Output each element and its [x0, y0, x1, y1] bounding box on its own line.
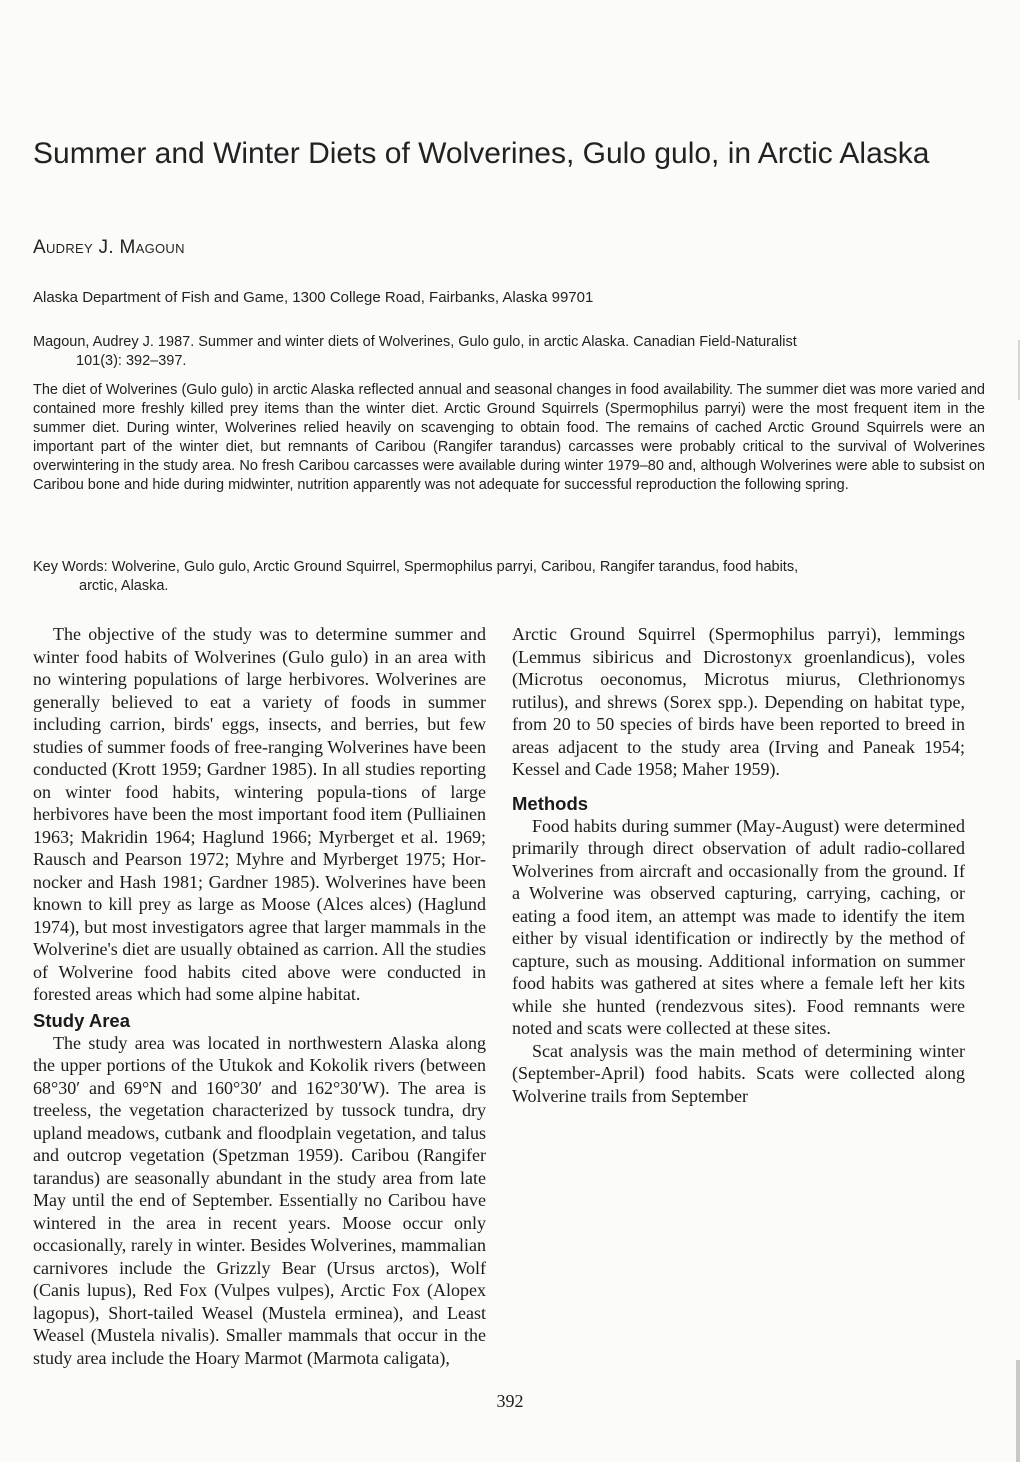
keywords: [33, 558, 985, 596]
study-area-paragraph-continued: Arctic Ground Squirrel (Spermophilus parryi), lemmings (Lemmus sibiricus and Dicrostonyx groenlandicus), voles (Microtus oeconomus, Microtus miurus, Clethrionomys rutilus), and shrews (Sorex spp.). Depending on habitat type, from 20 to 50 species of birds have been reported to breed in areas adjacent to the study area (Irving and Paneak 1954; Kessel and Cade 1958; Maher 1959).: [512, 624, 965, 779]
citation-line: 101(3): 392–397.: [76, 353, 187, 369]
page-edge-shadow: [1016, 1360, 1020, 1462]
citation: [33, 333, 985, 371]
author-affiliation: Alaska Department of Fish and Game, 1300 College Road, Fairbanks, Alaska 99701: [33, 289, 594, 306]
author-name: Audrey J. Magoun: [33, 237, 185, 258]
methods-paragraph: Food habits during summer (May-August) were determined primarily through direct observation of adult radio-collared Wolverines from aircraft and occasionally from the ground. If a Wolverine was observed capturing, carrying, caching, or eating a food item, an attempt was made to identify the item either by visual identification or indirectly by the method of capture, such as mousing. Additional information on summer food habits was gathered at sites where a female left her kits while she hunted (rendezvous sites). Food remnants were noted and scats were collected at these sites.: [512, 815, 965, 1038]
citation-line: Magoun, Audrey J. 1987. Summer and winter diets of Wolverines, Gulo gulo, in arctic Alaska. Canadian Field-Naturalist: [33, 334, 797, 350]
body-column-left: [33, 623, 486, 1369]
section-heading-study-area: Study Area: [33, 1009, 130, 1031]
keywords-line: arctic, Alaska.: [79, 578, 169, 594]
body-column-right: [512, 623, 965, 1107]
study-area-paragraph: The study area was located in northwestern Alaska along the upper portions of the Utukok and Kokolik rivers (between 68°30′ and 69°N and 160°30′ and 162°30′W). The area is treeless, the vegetation characterized by tussock tundra, dry upland meadows, cutbank and floodplain vegetation, and talus and outcrop vegetation (Spetzman 1959). Caribou (Rangifer tarandus) are seasonally abundant in the study area from late May until the end of September. Essentially no Caribou have wintered in the area in recent years. Moose occur only occasionally, rarely in winter. Besides Wolverines, mammalian carnivores include the Grizzly Bear (Ursus arctos), Wolf (Canis lupus), Red Fox (Vulpes vulpes), Arctic Fox (Alopex lagopus), Short-tailed Weasel (Mustela erminea), and Least Weasel (Mustela nivalis). Smaller mammals that occur in the study area include the Hoary Marmot (Marmota caligata),: [33, 1032, 486, 1368]
intro-paragraph: The objective of the study was to determine summer and winter food habits of Wolverines (Gulo gulo) in an area with no wintering populations of large herbivores. Wolverines are generally believed to eat a variety of foods in summer including carrion, birds' eggs, insects, and berries, but few studies of summer foods of free-ranging Wolverines have been conducted (Krott 1959; Gardner 1985). In all studies reporting on winter food habits, wintering popula-tions of large herbivores have been the most important food item (Pulliainen 1963; Makridin 1964; Haglund 1966; Myrberget et al. 1969; Rausch and Pearson 1972; Myhre and Myrberget 1975; Hor-nocker and Hash 1981; Gardner 1985). Wolverines have been known to kill prey as large as Moose (Alces alces) (Haglund 1974), but most investigators agree that larger mammals in the Wolverine's diet are usually obtained as carrion. All the studies of Wolverine food habits cited above were conducted in forested areas which had some alpine habitat.: [33, 624, 486, 1004]
title-text: Summer and Winter Diets of Wolverines, Gulo gulo, in Arctic Alaska: [33, 137, 930, 170]
abstract: The diet of Wolverines (Gulo gulo) in arctic Alaska reflected annual and seasonal changes in food availability. The summer diet was more varied and contained more freshly killed prey items than the winter diet. Arctic Ground Squirrels (Spermophilus parryi) were the most frequent item in the summer diet. During winter, Wolverines relied heavily on scavenging to obtain food. The remains of cached Arctic Ground Squirrels were an important part of the winter diet, but remnants of Caribou (Rangifer tarandus) carcasses were probably critical to the survival of Wolverines overwintering in the study area. No fresh Caribou carcasses were available during winter 1979–80 and, although Wolverines were able to subsist on Caribou bone and hide during midwinter, nutrition apparently was not adequate for successful reproduction the following spring.: [33, 382, 985, 493]
methods-paragraph: Scat analysis was the main method of determining winter (September-April) food habits. Scats were collected along Wolverine trails from September: [512, 1040, 965, 1106]
page-title: [33, 136, 933, 172]
page-number: 392: [496, 1391, 524, 1411]
section-heading-methods: Methods: [512, 792, 589, 814]
keywords-line: Key Words: Wolverine, Gulo gulo, Arctic Ground Squirrel, Spermophilus parryi, Caribou, Rangifer tarandus, food habits,: [33, 559, 799, 575]
